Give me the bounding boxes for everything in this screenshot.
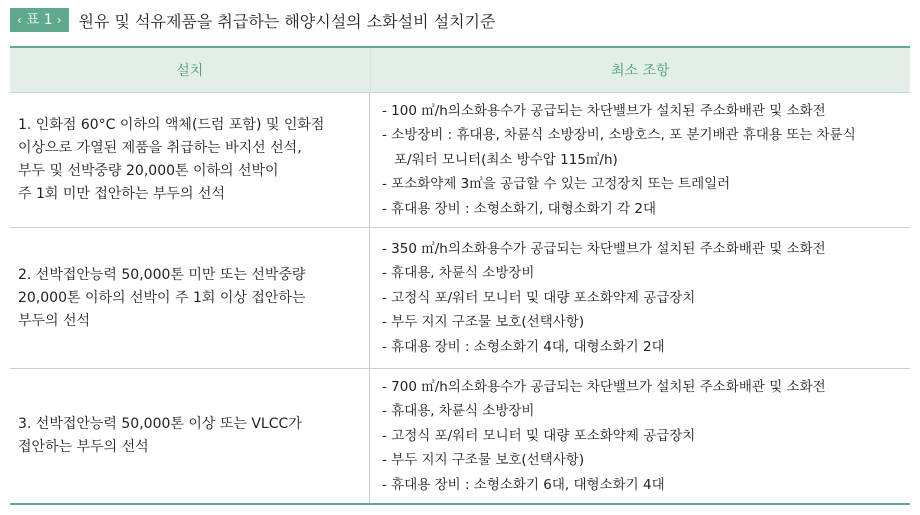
table-number-badge — [10, 8, 69, 32]
table-header-row — [10, 48, 910, 93]
requirement-item: - 휴대용, 차륜식 소방장비 — [382, 265, 535, 282]
requirement-item: - 휴대용 장비 : 소형소화기, 대형소화기 각 2대 — [382, 200, 657, 217]
requirement-item: - 고정식 포/워터 모니터 및 대량 포소화약제 공급장치 — [382, 427, 696, 444]
requirements-list — [382, 99, 856, 222]
requirement-item: - 350 ㎥/h의소화용수가 공급되는 차단밸브가 설치된 주소화배관 및 소화전 — [382, 240, 826, 257]
column-header-installation: 설치 — [10, 48, 371, 92]
installation-cell — [10, 228, 370, 368]
installation-cell — [10, 93, 370, 227]
table-row — [10, 228, 910, 369]
requirement-item: - 고정식 포/워터 모니터 및 대량 포소화약제 공급장치 — [382, 289, 696, 306]
requirements-cell — [370, 228, 910, 368]
table-number-label: 표 1 — [25, 12, 53, 28]
table-row — [10, 93, 910, 228]
chevron-left-icon: ‹ — [17, 13, 22, 27]
requirement-item: - 포소화약제 3㎥을 공급할 수 있는 고정장치 또는 트레일러 — [382, 176, 731, 193]
requirement-item: - 부두 지지 구조물 보호(선택사항) — [382, 452, 585, 469]
installation-text: 2. 선박접안능력 50,000톤 미만 또는 선박중량 20,000톤 이하의 선박이 주 1회 이상 접안하는 부두의 선석 — [18, 266, 306, 329]
installation-text: 3. 선박접안능력 50,000톤 이상 또는 VLCC가 접안하는 부두의 선석 — [18, 416, 302, 455]
table-caption — [10, 6, 495, 34]
requirements-list — [382, 237, 826, 360]
requirement-item: - 700 ㎥/h의소화용수가 공급되는 차단밸브가 설치된 주소화배관 및 소화전 — [382, 378, 826, 395]
table-title: 원유 및 석유제품을 취급하는 해양시설의 소화설비 설치기준 — [78, 11, 496, 31]
requirements-list — [382, 375, 826, 498]
table-row — [10, 369, 910, 503]
requirements-table — [10, 46, 910, 505]
column-header-requirements: 최소 조항 — [611, 63, 670, 79]
requirement-item: - 휴대용 장비 : 소형소화기 4대, 대형소화기 2대 — [382, 338, 665, 355]
requirements-cell — [370, 93, 910, 227]
requirement-item: - 휴대용, 차륜식 소방장비 — [382, 403, 535, 420]
requirement-item: - 휴대용 장비 : 소형소화기 6대, 대형소화기 4대 — [382, 476, 665, 493]
requirement-item-continuation: 포/워터 모니터(최소 방수압 115㎥/h) — [394, 151, 618, 168]
installation-text: 1. 인화점 60°C 이하의 액체(드럼 포함) 및 인화점 이상으로 가열된 제품을 취급하는 바지선 선석, 부두 및 선박중량 20,000톤 이하의 선박이 주 1회 미만 접안하는 부두의 선석 — [18, 117, 325, 202]
requirement-item: - 부두 지지 구조물 보호(선택사항) — [382, 314, 585, 331]
chevron-right-icon: › — [56, 13, 62, 27]
requirement-item: - 소방장비 : 휴대용, 차륜식 소방장비, 소방호스, 포 분기배관 휴대용 또는 차륜식 — [382, 127, 856, 144]
requirements-cell — [370, 369, 910, 503]
installation-cell — [10, 369, 370, 503]
requirement-item: - 100 ㎥/h의소화용수가 공급되는 차단밸브가 설치된 주소화배관 및 소화전 — [382, 102, 826, 119]
